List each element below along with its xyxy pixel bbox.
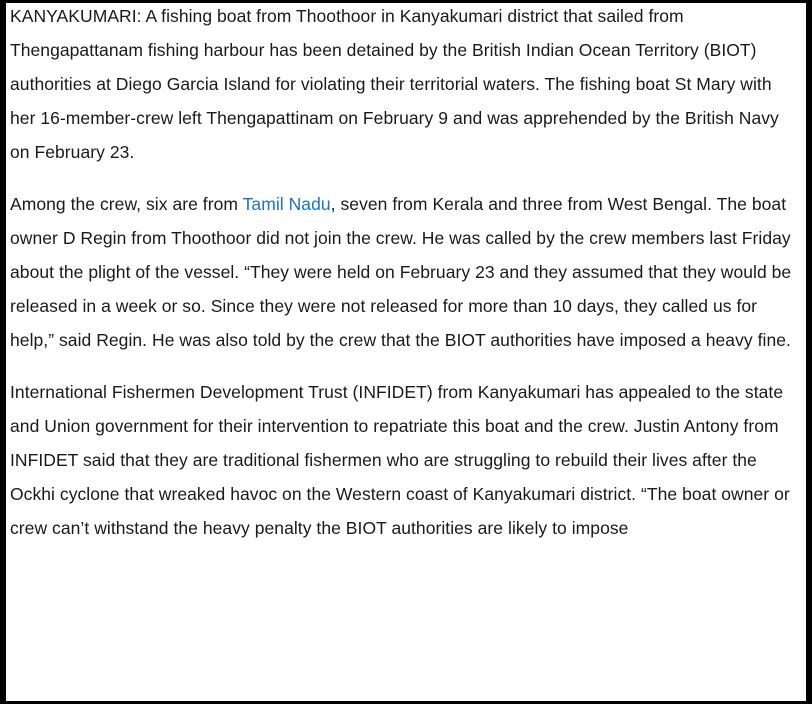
paragraph-1 bbox=[10, 0, 800, 169]
tamil-nadu-link[interactable]: Tamil Nadu bbox=[242, 194, 331, 214]
paragraph-3 bbox=[10, 375, 800, 545]
paragraph-2-text-before-link: Among the crew, six are from bbox=[10, 194, 243, 214]
paragraph-2-text-after-link: , seven from Kerala and three from West Bengal. The boat owner D Regin from Thoothoor did not join the crew. He was called by the crew members last Friday about the plight of the vessel. “They were held on February 23 and they assumed that they would be released in a week or so. Since they were not released for more than 10 days, they called us for help,” said Regin. He was also told by the crew that the BIOT authorities have imposed a heavy fine. bbox=[10, 194, 792, 350]
paragraph-2 bbox=[10, 187, 800, 357]
article-body bbox=[10, 0, 800, 545]
paragraph-3-text: International Fishermen Development Trust (INFIDET) from Kanyakumari has appealed to the state and Union government for their intervention to repatriate this boat and the crew. Justin Antony from INFIDET said that they are traditional fishermen who are struggling to rebuild their lives after the Ockhi cyclone that wreaked havoc on the Western coast of Kanyakumari district. “The boat owner or crew can’t withstand the heavy penalty the BIOT authorities are likely to impose bbox=[10, 382, 790, 538]
paragraph-1-text: KANYAKUMARI: A fishing boat from Thoothoor in Kanyakumari district that sailed from Thengapattanam fishing harbour has been detained by the British Indian Ocean Territory (BIOT) authorities at Diego Garcia Island for violating their territorial waters. The fishing boat St Mary with her 16-member-crew left Thengapattinam on February 9 and was apprehended by the British Navy on February 23. bbox=[10, 6, 779, 162]
